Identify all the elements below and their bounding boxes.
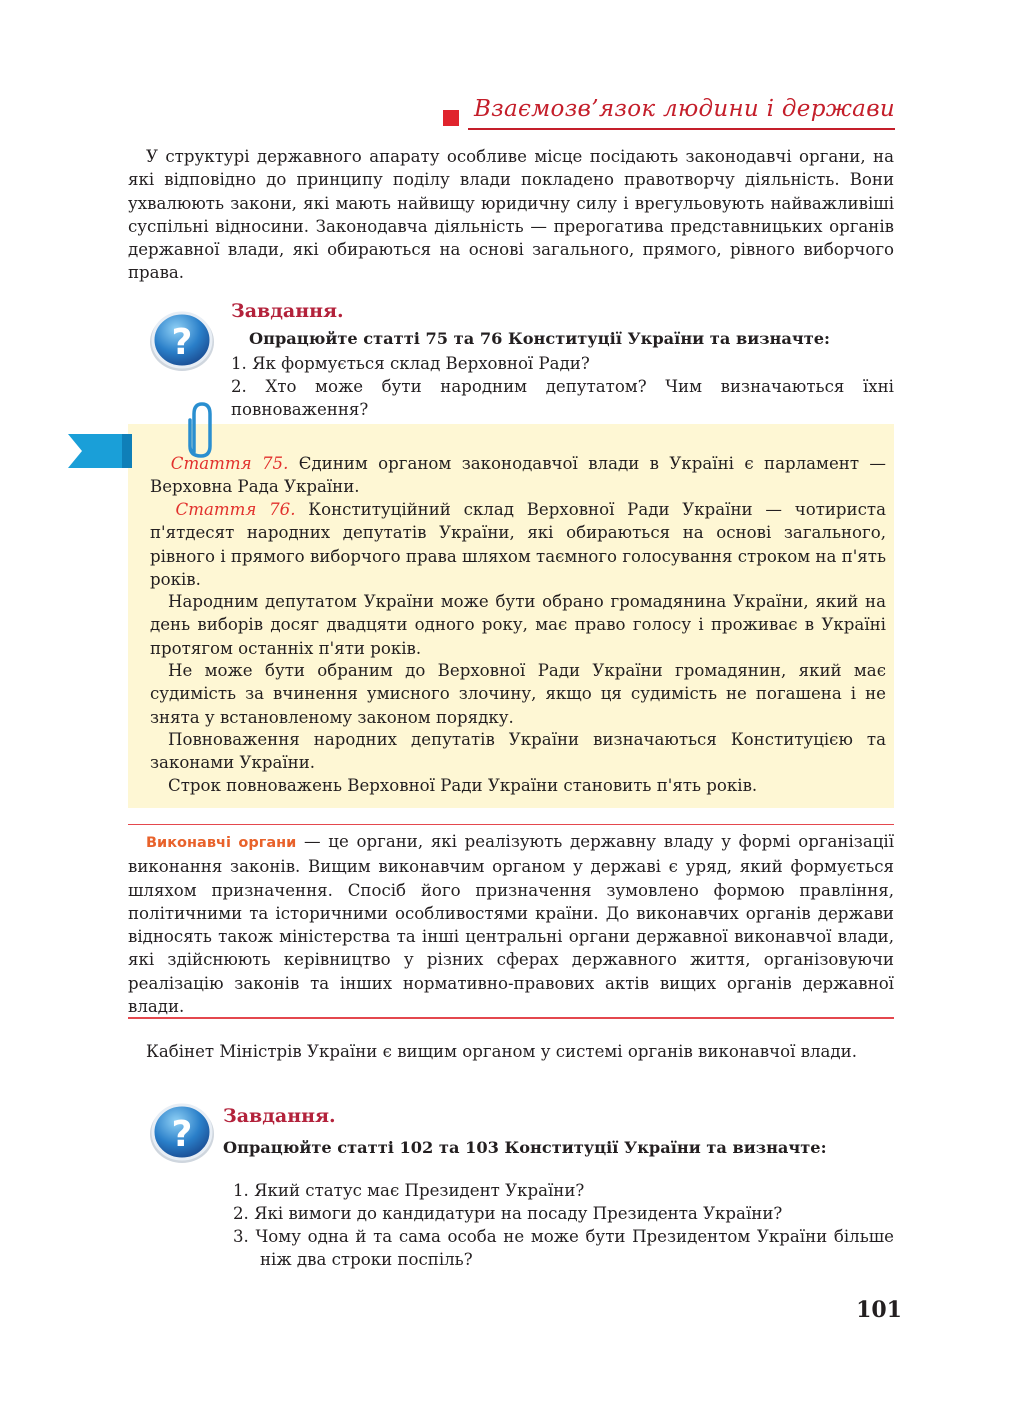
cabinet-paragraph: Кабінет Міністрів України є вищим органом у системі органів виконавчої влади. <box>146 1042 857 1061</box>
article-76-paragraph-4: Повноваження народних депутатів України визначаються Конституцією та законами України. <box>150 730 886 773</box>
article-76 <box>150 498 886 591</box>
page-number: 101 <box>856 1297 902 1323</box>
section-header <box>440 96 895 132</box>
article-75-text: Єдиним органом законодавчої влади в Україні є парламент — Верховна Рада України. <box>150 454 886 497</box>
header-square-icon <box>443 110 459 126</box>
article-76-text: Конституційний склад Верховної Ради України — чотириста п'ятдесят народних депутатів України, які обираються на основі загального, рівного і прямого виборчого права шляхом таємного голосування строком на п'ять років. <box>150 500 886 589</box>
task1-item-1: 1. Як формується склад Верховної Ради? <box>231 354 590 373</box>
intro-paragraph: У структурі державного апарату особливе місце посідають законодавчі органи, на які відповідно до принципу поділу влади покладено правотворчу діяльність. Вони ухвалюють закони, які мають найвищу юридичну силу і врегульовують найважливіші суспільні відносини. Законодавча діяльність — прерогатива представницьких органів державної влади, які обираються на основі загального, прямого, рівного виборчого права. <box>128 147 894 283</box>
executive-definition <box>128 830 894 1018</box>
task1-title: Завдання. <box>231 300 344 322</box>
question-icon <box>148 306 216 374</box>
task2-item-1: 1. Який статус має Президент України? <box>233 1181 585 1200</box>
article-76-label: Стаття 76. <box>175 500 296 519</box>
section-title: Взаємозв’язок людини і держави <box>473 96 895 122</box>
bookmark-tab-icon <box>68 434 132 468</box>
executive-term: Виконавчі органи <box>146 835 297 851</box>
article-76-paragraph-2: Народним депутатом України може бути обрано громадянина України, який на день виборів досяг двадцяти одного року, має право голосу і проживає в Україні протягом останніх п'яти років. <box>150 592 886 658</box>
svg-text:?: ? <box>171 322 193 363</box>
task2-lead: Опрацюйте статті 102 та 103 Конституції України та визначте: <box>223 1138 827 1157</box>
svg-text:?: ? <box>171 1114 193 1155</box>
executive-text: — це органи, які реалізують державну владу у формі організації виконання законів. Вищим виконавчим органом у державі є уряд, який формується шляхом призначення. Спосіб його призначення зумовлено формою правління, політичними та історичними особливостями країни. До виконавчих органів держави відносять також міністерства та інші центральні органи державної виконавчої влади, які здійснюють керівництво у різних сферах державного життя, організовуючи реалізацію законів та інших нормативно-правових актів вищих органів державної влади. <box>128 832 895 1017</box>
task1-lead: Опрацюйте статті 75 та 76 Конституції України та визначте: <box>249 329 831 348</box>
header-underline <box>468 128 895 130</box>
article-76-paragraph-5: Строк повноважень Верховної Ради України становить п'ять років. <box>168 776 758 795</box>
task2-item-2: 2. Які вимоги до кандидатури на посаду Президента України? <box>233 1204 783 1223</box>
article-75-label: Стаття 75. <box>170 454 289 473</box>
task1-item-2: 2. Хто може бути народним депутатом? Чим визначаються їхні повноваження? <box>231 377 894 420</box>
paperclip-icon <box>182 400 218 460</box>
task2-item-3: 3. Чому одна й та сама особа не може бути Президентом України більше ніж два строки поспіль? <box>233 1227 894 1270</box>
article-75 <box>150 452 886 499</box>
article-76-paragraph-3: Не може бути обраним до Верховної Ради України громадянин, який має судимість за вчинення умисного злочину, якщо ця судимість не погашена і не знята у встановленому законом порядку. <box>150 661 886 727</box>
task2-title: Завдання. <box>223 1105 336 1127</box>
question-icon <box>148 1098 216 1166</box>
